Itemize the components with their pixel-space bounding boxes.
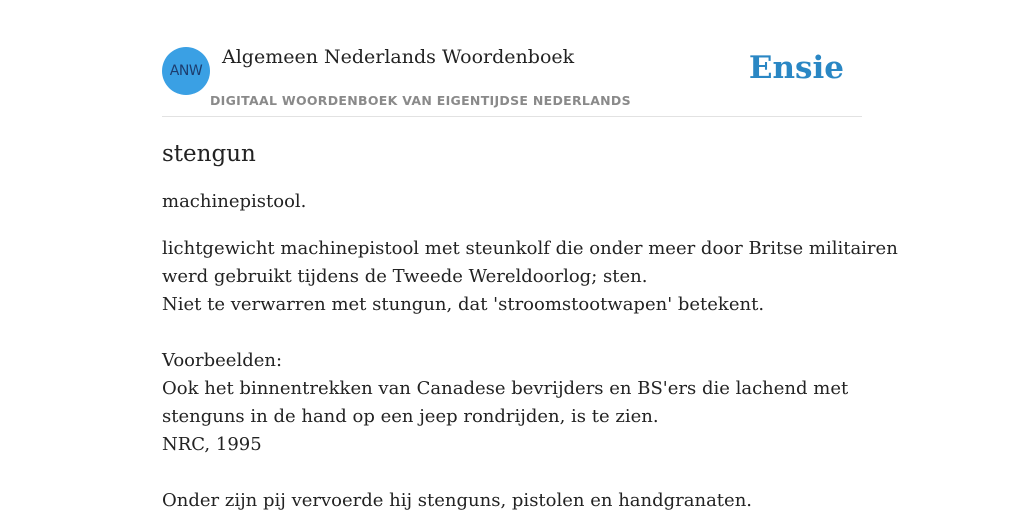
site-subtitle: DIGITAAL WOORDENBOEK VAN EIGENTIJDSE NEDERLANDS [210, 93, 631, 108]
ensie-brand-link[interactable]: Ensie [748, 50, 844, 86]
entry-body [162, 235, 898, 512]
short-definition: machinepistool. [162, 191, 307, 212]
definition-line: werd gebruikt tijdens de Tweede Wereldoorlog; sten. [162, 266, 648, 287]
example-source: NRC, 1995 [162, 434, 262, 455]
entry-headword: stengun [162, 141, 256, 167]
example-line: Ook het binnentrekken van Canadese bevrijders en BS'ers die lachend met [162, 378, 849, 399]
example-line: stenguns in de hand op een jeep rondrijden, is te zien. [162, 406, 659, 427]
anw-logo[interactable] [162, 47, 210, 95]
site-header [162, 0, 862, 117]
definition-line: lichtgewicht machinepistool met steunkolf die onder meer door Britse militairen [162, 238, 898, 259]
spacer [162, 459, 862, 487]
spacer [162, 319, 862, 347]
definition-note: Niet te verwarren met stungun, dat 'stroomstootwapen' betekent. [162, 294, 765, 315]
logo-text: ANW [169, 63, 203, 79]
examples-heading: Voorbeelden: [162, 350, 283, 371]
entry-content [162, 138, 898, 512]
example-line: Onder zijn pij vervoerde hij stenguns, pistolen en handgranaten. [162, 490, 753, 511]
site-title[interactable]: Algemeen Nederlands Woordenboek [222, 46, 575, 68]
